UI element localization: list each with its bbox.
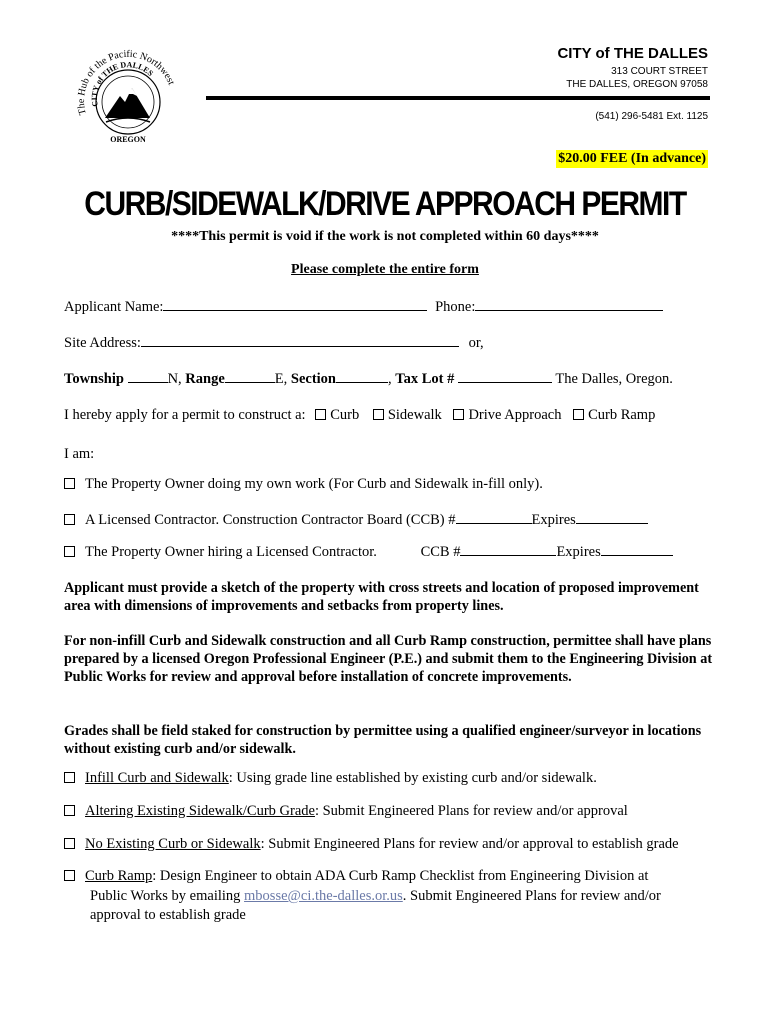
expires-field-2[interactable]	[601, 541, 673, 556]
apply-label: I hereby apply for a permit to construct a:	[64, 407, 306, 423]
drive-approach-checkbox[interactable]	[453, 409, 464, 420]
range-field[interactable]	[225, 368, 275, 383]
ccb-label: CCB #	[420, 544, 461, 560]
site-address-label: Site Address:	[64, 335, 141, 351]
north-label: N,	[167, 371, 182, 387]
expires-field[interactable]	[576, 509, 648, 524]
tax-lot-label: Tax Lot #	[395, 371, 455, 387]
no-existing-text: : Submit Engineered Plans for review and/or approval to establish grade	[260, 836, 679, 852]
i-am-label: I am:	[64, 446, 95, 462]
address-city: THE DALLES, OREGON 97058	[566, 79, 708, 90]
ccb-number-field-2[interactable]	[460, 541, 556, 556]
city-seal-logo	[72, 44, 184, 156]
email-link[interactable]: mbosse@ci.the-dalles.or.us	[244, 888, 403, 904]
curb-ramp-checkbox[interactable]	[573, 409, 584, 420]
expires-label-2: Expires	[556, 544, 601, 560]
curb-ramp-line3: approval to establish grade	[90, 907, 246, 923]
option-curb-ramp[interactable]: Curb Ramp	[573, 407, 655, 423]
curb-ramp-line2: Public Works by emailing mbosse@ci.the-dalles.or.us. Submit Engineered Plans for review and/or	[90, 888, 661, 904]
or-label: or,	[468, 335, 484, 351]
option-sidewalk[interactable]: Sidewalk	[373, 407, 442, 423]
fee-notice: $20.00 FEE (In advance)	[558, 151, 706, 166]
altering-text: : Submit Engineered Plans for review and/or approval	[314, 803, 628, 819]
phone-number: (541) 296-5481 Ext. 1125	[595, 111, 708, 122]
owner-own-work-checkbox[interactable]	[64, 478, 75, 489]
township-row	[64, 368, 673, 388]
licensed-contractor-checkbox[interactable]	[64, 514, 75, 525]
header-divider	[206, 96, 710, 100]
page-title: CURB/SIDEWALK/DRIVE APPROACH PERMIT	[84, 185, 686, 223]
no-existing-title: No Existing Curb or Sidewalk	[85, 836, 261, 852]
owner-own-work-option[interactable]	[64, 476, 543, 493]
owner-hiring-label: The Property Owner hiring a Licensed Contractor.	[85, 544, 377, 560]
licensed-contractor-option[interactable]	[64, 509, 648, 529]
altering-checkbox[interactable]	[64, 805, 75, 816]
infill-text: : Using grade line established by existing curb and/or sidewalk.	[228, 770, 597, 786]
applicant-name-field[interactable]	[163, 296, 427, 311]
seal-outer-text: The Hub of the Pacific Northwest	[75, 48, 177, 116]
sketch-requirement: Applicant must provide a sketch of the property with cross streets and location of proposed improvement area with dimensions of improvements and setbacks from property lines.	[64, 580, 699, 614]
city-name: CITY of THE DALLES	[557, 45, 708, 62]
range-label: Range	[185, 371, 225, 387]
grade-option-infill[interactable]	[64, 770, 597, 787]
curb-ramp-grade-checkbox[interactable]	[64, 870, 75, 881]
no-existing-checkbox[interactable]	[64, 838, 75, 849]
licensed-contractor-label: A Licensed Contractor. Construction Contractor Board (CCB) #	[85, 512, 456, 528]
owner-hiring-checkbox[interactable]	[64, 546, 75, 557]
infill-checkbox[interactable]	[64, 772, 75, 783]
township-label: Township	[64, 371, 124, 387]
infill-title: Infill Curb and Sidewalk	[85, 770, 229, 786]
curb-ramp-title: Curb Ramp	[85, 868, 153, 884]
applicant-row	[64, 296, 663, 316]
expires-label: Expires	[531, 512, 576, 528]
owner-own-work-label: The Property Owner doing my own work (For Curb and Sidewalk in-fill only).	[85, 476, 543, 492]
grade-option-curb-ramp[interactable]	[64, 868, 648, 885]
seal-inner-text: CITY of THE DALLES	[89, 60, 155, 108]
applicant-name-label: Applicant Name:	[64, 299, 164, 315]
grade-option-no-existing[interactable]	[64, 836, 679, 853]
east-label: E,	[274, 371, 288, 387]
ccb-number-field[interactable]	[456, 509, 532, 524]
complete-form-notice: Please complete the entire form	[291, 262, 479, 277]
altering-title: Altering Existing Sidewalk/Curb Grade	[85, 803, 315, 819]
owner-hiring-option[interactable]	[64, 541, 673, 561]
city-suffix: The Dalles, Oregon.	[555, 371, 673, 387]
phone-label: Phone:	[435, 299, 476, 315]
void-notice: ****This permit is void if the work is not completed within 60 days****	[171, 229, 599, 244]
seal-bottom-text: OREGON	[110, 135, 146, 144]
curb-ramp-text: : Design Engineer to obtain ADA Curb Ramp Checklist from Engineering Division at	[152, 868, 649, 884]
option-curb[interactable]: Curb	[315, 407, 359, 423]
engineer-requirement: For non-infill Curb and Sidewalk construction and all Curb Ramp construction, permittee shall have plans prepared by a licensed Oregon Professional Engineer (P.E.) and submit them to the Engineering Division at Public Works for review and approval before installation of concrete improvements.	[64, 633, 713, 685]
grade-option-altering[interactable]	[64, 803, 628, 820]
option-drive-approach[interactable]: Drive Approach	[453, 407, 561, 423]
address-street: 313 COURT STREET	[611, 66, 708, 77]
apply-row	[64, 407, 655, 424]
tax-lot-field[interactable]	[458, 368, 552, 383]
section-label: Section	[290, 371, 336, 387]
sidewalk-checkbox[interactable]	[373, 409, 384, 420]
curb-checkbox[interactable]	[315, 409, 326, 420]
site-address-row	[64, 332, 484, 352]
phone-field[interactable]	[475, 296, 663, 311]
grade-staking-requirement: Grades shall be field staked for construction by permittee using a qualified engineer/surveyor in locations without existing curb and/or sidewalk.	[64, 723, 702, 757]
site-address-field[interactable]	[141, 332, 459, 347]
township-field[interactable]	[128, 368, 168, 383]
comma: ,	[388, 371, 392, 387]
section-field[interactable]	[336, 368, 388, 383]
